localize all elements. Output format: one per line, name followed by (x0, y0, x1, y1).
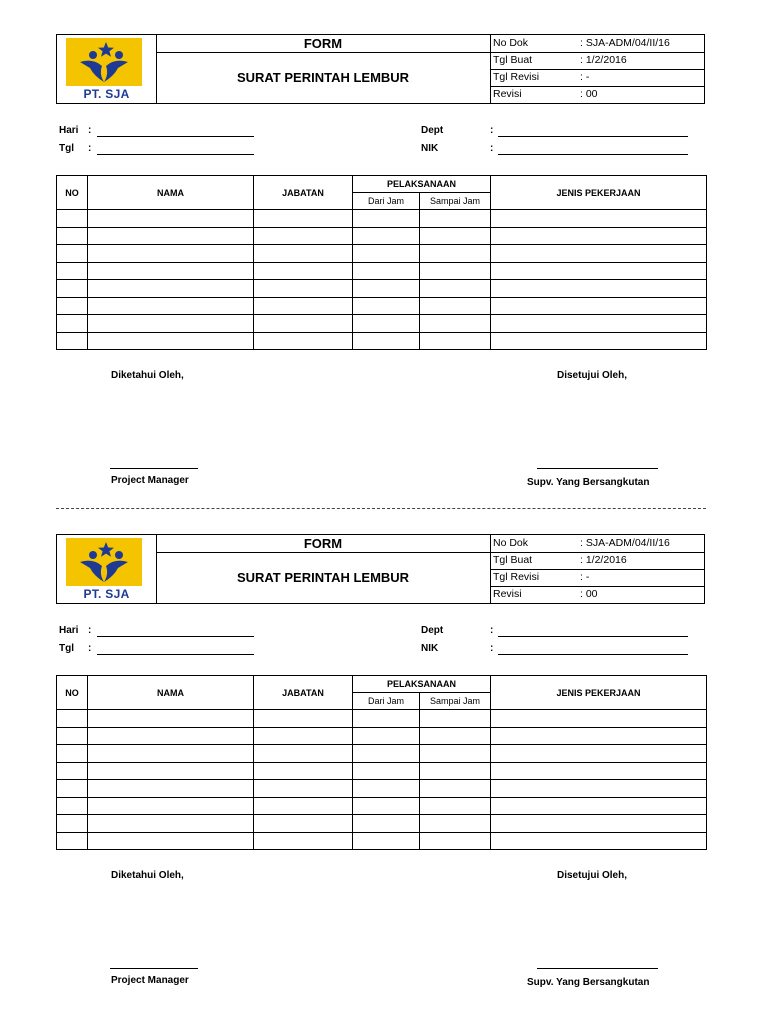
document-meta (490, 535, 705, 603)
col-no: NO (57, 176, 88, 210)
dept-label: Dept (421, 625, 444, 636)
company-logo-icon (66, 538, 142, 586)
meta-row-tgl-buat (491, 52, 705, 70)
form-copy-2 (0, 500, 768, 1000)
colon: : (490, 625, 494, 636)
col-dari-jam: Dari Jam (353, 193, 420, 210)
overtime-table (56, 175, 707, 350)
col-jenis-pekerjaan: JENIS PEKERJAAN (491, 676, 707, 710)
meta-row-no-dok (491, 35, 705, 53)
hari-label: Hari (59, 125, 79, 136)
col-pelaksanaan: PELAKSANAAN (353, 676, 491, 693)
colon: : (490, 643, 494, 654)
company-logo-icon (66, 38, 142, 86)
table-row (57, 797, 707, 815)
col-no: NO (57, 676, 88, 710)
meta-key: Tgl Revisi (493, 571, 540, 583)
meta-row-revisi (491, 586, 705, 603)
meta-key: No Dok (493, 537, 529, 549)
dept-input-line[interactable] (498, 136, 688, 137)
tgl-label: Tgl (59, 643, 74, 654)
table-row (57, 227, 707, 245)
hari-label: Hari (59, 625, 79, 636)
nik-label: NIK (421, 643, 439, 654)
meta-value: : 1/2/2016 (580, 54, 627, 66)
company-name: PT. SJA (83, 87, 130, 101)
meta-key: Tgl Buat (493, 554, 533, 566)
table-row (57, 710, 707, 728)
logo-cell (57, 35, 157, 103)
company-name: PT. SJA (83, 587, 130, 601)
meta-row-tgl-buat (491, 552, 705, 570)
hari-input-line[interactable] (97, 136, 254, 137)
col-jabatan: JABATAN (254, 176, 353, 210)
meta-value: : 00 (580, 588, 598, 600)
table-row (57, 815, 707, 833)
table-row (57, 245, 707, 263)
col-jabatan: JABATAN (254, 676, 353, 710)
meta-row-tgl-revisi (491, 569, 705, 587)
col-sampai-jam: Sampai Jam (420, 193, 491, 210)
logo-cell (57, 535, 157, 603)
supervisor-label: Supv. Yang Bersangkutan (527, 477, 650, 488)
hari-input-line[interactable] (97, 636, 254, 637)
disetujui-heading: Disetujui Oleh, (557, 870, 628, 881)
left-signature-line[interactable] (110, 968, 198, 969)
form-title: SURAT PERINTAH LEMBUR (236, 570, 410, 585)
meta-key: Revisi (493, 588, 522, 600)
right-signature-line[interactable] (537, 968, 658, 969)
meta-row-tgl-revisi (491, 69, 705, 87)
tgl-input-line[interactable] (97, 654, 254, 655)
col-nama: NAMA (88, 176, 254, 210)
nik-input-line[interactable] (498, 154, 688, 155)
col-dari-jam: Dari Jam (353, 693, 420, 710)
form-header (56, 534, 705, 604)
tgl-input-line[interactable] (97, 154, 254, 155)
project-manager-label: Project Manager (111, 975, 189, 986)
disetujui-heading: Disetujui Oleh, (557, 370, 628, 381)
form-copy-1 (0, 0, 768, 500)
dept-input-line[interactable] (498, 636, 688, 637)
colon: : (490, 143, 494, 154)
table-row (57, 315, 707, 333)
col-sampai-jam: Sampai Jam (420, 693, 491, 710)
meta-value: : - (580, 571, 590, 583)
meta-value: : 1/2/2016 (580, 554, 627, 566)
meta-row-revisi (491, 86, 705, 103)
table-row (57, 210, 707, 228)
overtime-table (56, 675, 707, 850)
colon: : (490, 125, 494, 136)
dept-label: Dept (421, 125, 444, 136)
project-manager-label: Project Manager (111, 475, 189, 486)
form-header (56, 34, 705, 104)
table-row (57, 832, 707, 850)
meta-key: Tgl Revisi (493, 71, 540, 83)
form-label: FORM (156, 535, 490, 553)
colon: : (88, 125, 92, 136)
table-row (57, 297, 707, 315)
meta-value: : SJA-ADM/04/II/16 (580, 537, 670, 549)
col-pelaksanaan: PELAKSANAAN (353, 176, 491, 193)
meta-key: Tgl Buat (493, 54, 533, 66)
right-signature-line[interactable] (537, 468, 658, 469)
meta-key: No Dok (493, 37, 529, 49)
diketahui-heading: Diketahui Oleh, (111, 370, 184, 381)
col-nama: NAMA (88, 676, 254, 710)
meta-row-no-dok (491, 535, 705, 553)
table-row (57, 745, 707, 763)
meta-value: : SJA-ADM/04/II/16 (580, 37, 670, 49)
table-row (57, 762, 707, 780)
supervisor-label: Supv. Yang Bersangkutan (527, 977, 650, 988)
colon: : (88, 143, 92, 154)
table-row (57, 780, 707, 798)
colon: : (88, 643, 92, 654)
table-row (57, 262, 707, 280)
meta-value: : - (580, 71, 590, 83)
nik-label: NIK (421, 143, 439, 154)
form-label: FORM (156, 35, 490, 53)
diketahui-heading: Diketahui Oleh, (111, 870, 184, 881)
table-row (57, 280, 707, 298)
form-title: SURAT PERINTAH LEMBUR (236, 70, 410, 85)
nik-input-line[interactable] (498, 654, 688, 655)
tgl-label: Tgl (59, 143, 74, 154)
document-meta (490, 35, 705, 103)
col-jenis-pekerjaan: JENIS PEKERJAAN (491, 176, 707, 210)
colon: : (88, 625, 92, 636)
table-row (57, 332, 707, 350)
meta-key: Revisi (493, 88, 522, 100)
left-signature-line[interactable] (110, 468, 198, 469)
meta-value: : 00 (580, 88, 598, 100)
table-row (57, 727, 707, 745)
